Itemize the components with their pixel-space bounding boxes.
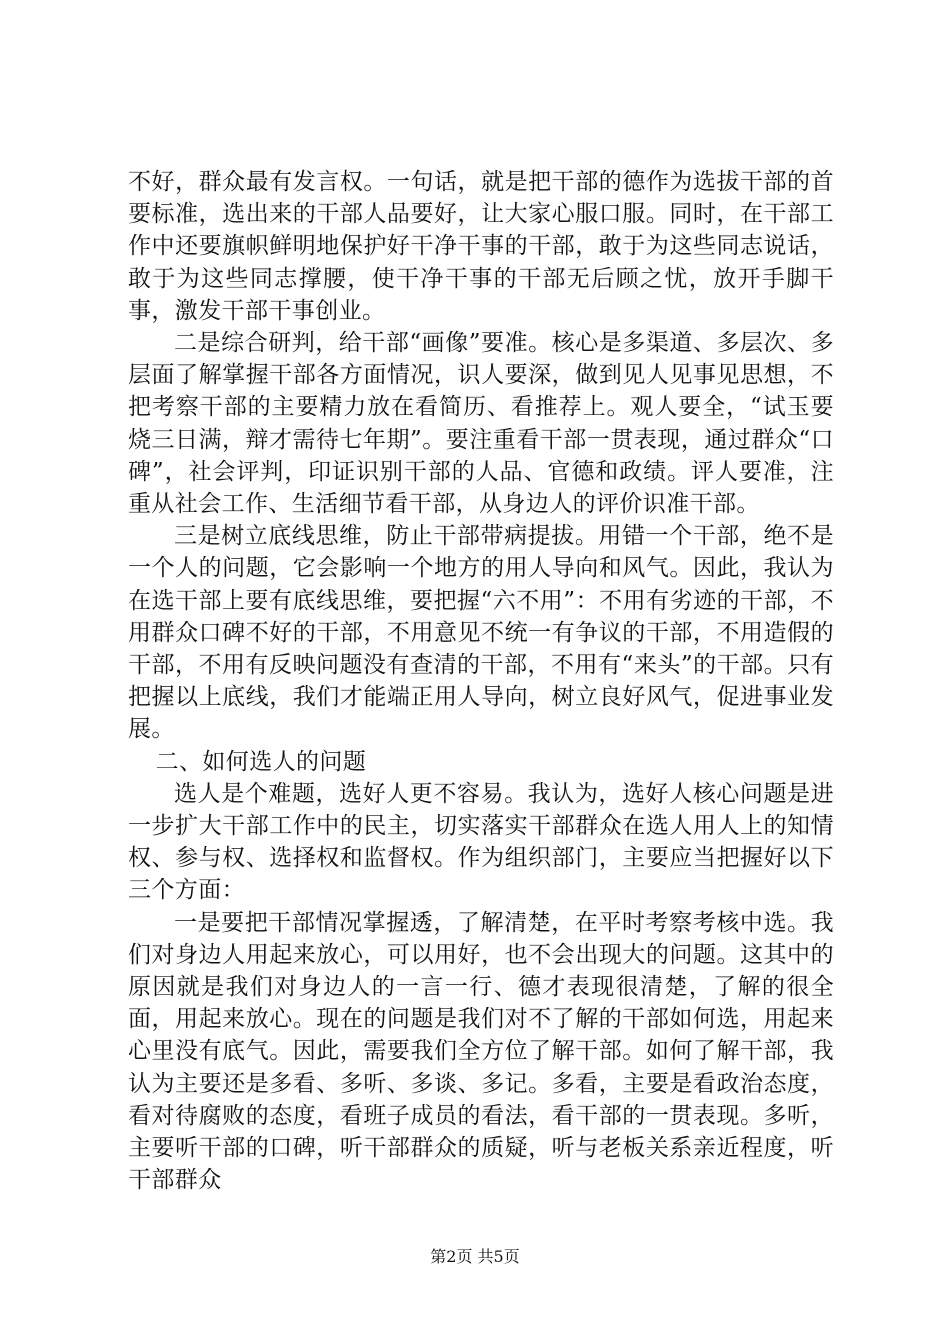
document-body	[128, 166, 834, 1197]
paragraph-section-intro: 选人是个难题，选好人更不容易。我认为，选好人核心问题是进一步扩大干部工作中的民主，切实落实干部群众在选人用人上的知情权、参与权、选择权和监督权。作为组织部门，主要应当把握好以下三个方面：	[128, 780, 834, 904]
page-number-footer: 第2页 共5页	[430, 1247, 520, 1266]
paragraph-point-three: 三是树立底线思维，防止干部带病提拔。用错一个干部，绝不是一个人的问题，它会影响一个地方的用人导向和风气。因此，我认为在选干部上要有底线思维，要把握“六不用”：不用有劣迹的干部，不用群众口碑不好的干部，不用意见不统一有争议的干部，不用造假的干部，不用有反映问题没有查清的干部，不用有“来头”的干部。只有把握以上底线，我们才能端正用人导向，树立良好风气，促进事业发展。	[128, 523, 834, 743]
section-heading: 二、如何选人的问题	[155, 748, 367, 775]
paragraph-continuation: 不好，群众最有发言权。一句话，就是把干部的德作为选拔干部的首要标准，选出来的干部人品要好，让大家心服口服。同时，在干部工作中还要旗帜鲜明地保护好干净干事的干部，敢于为这些同志说话，敢于为这些同志撑腰，使干净干事的干部无后顾之忧，放开手脚干事，激发干部干事创业。	[128, 169, 834, 324]
paragraph-point-one: 一是要把干部情况掌握透，了解清楚，在平时考察考核中选。我们对身边人用起来放心，可以用好，也不会出现大的问题。这其中的原因就是我们对身边人的一言一行、德才表现很清楚，了解的很全面，用起来放心。现在的问题是我们对不了解的干部如何选，用起来心里没有底气。因此，需要我们全方位了解干部。如何了解干部，我认为主要还是多看、多听、多谈、多记。多看，主要是看政治态度，看对待腐败的态度，看班子成员的看法，看干部的一贯表现。多听，主要听干部的口碑，听干部群众的质疑，听与老板关系亲近程度，听干部群众	[128, 909, 834, 1194]
paragraph-point-two: 二是综合研判，给干部“画像”要准。核心是多渠道、多层次、多层面了解掌握干部各方面情况，识人要深，做到见人见事见思想，不把考察干部的主要精力放在看简历、看推荐上。观人要全，“试玉要烧三日满，辩才需待七年期”。要注重看干部一贯表现，通过群众“口碑”，社会评判，印证识别干部的人品、官德和政绩。评人要准，注重从社会工作、生活细节看干部，从身边人的评价识准干部。	[128, 330, 834, 518]
